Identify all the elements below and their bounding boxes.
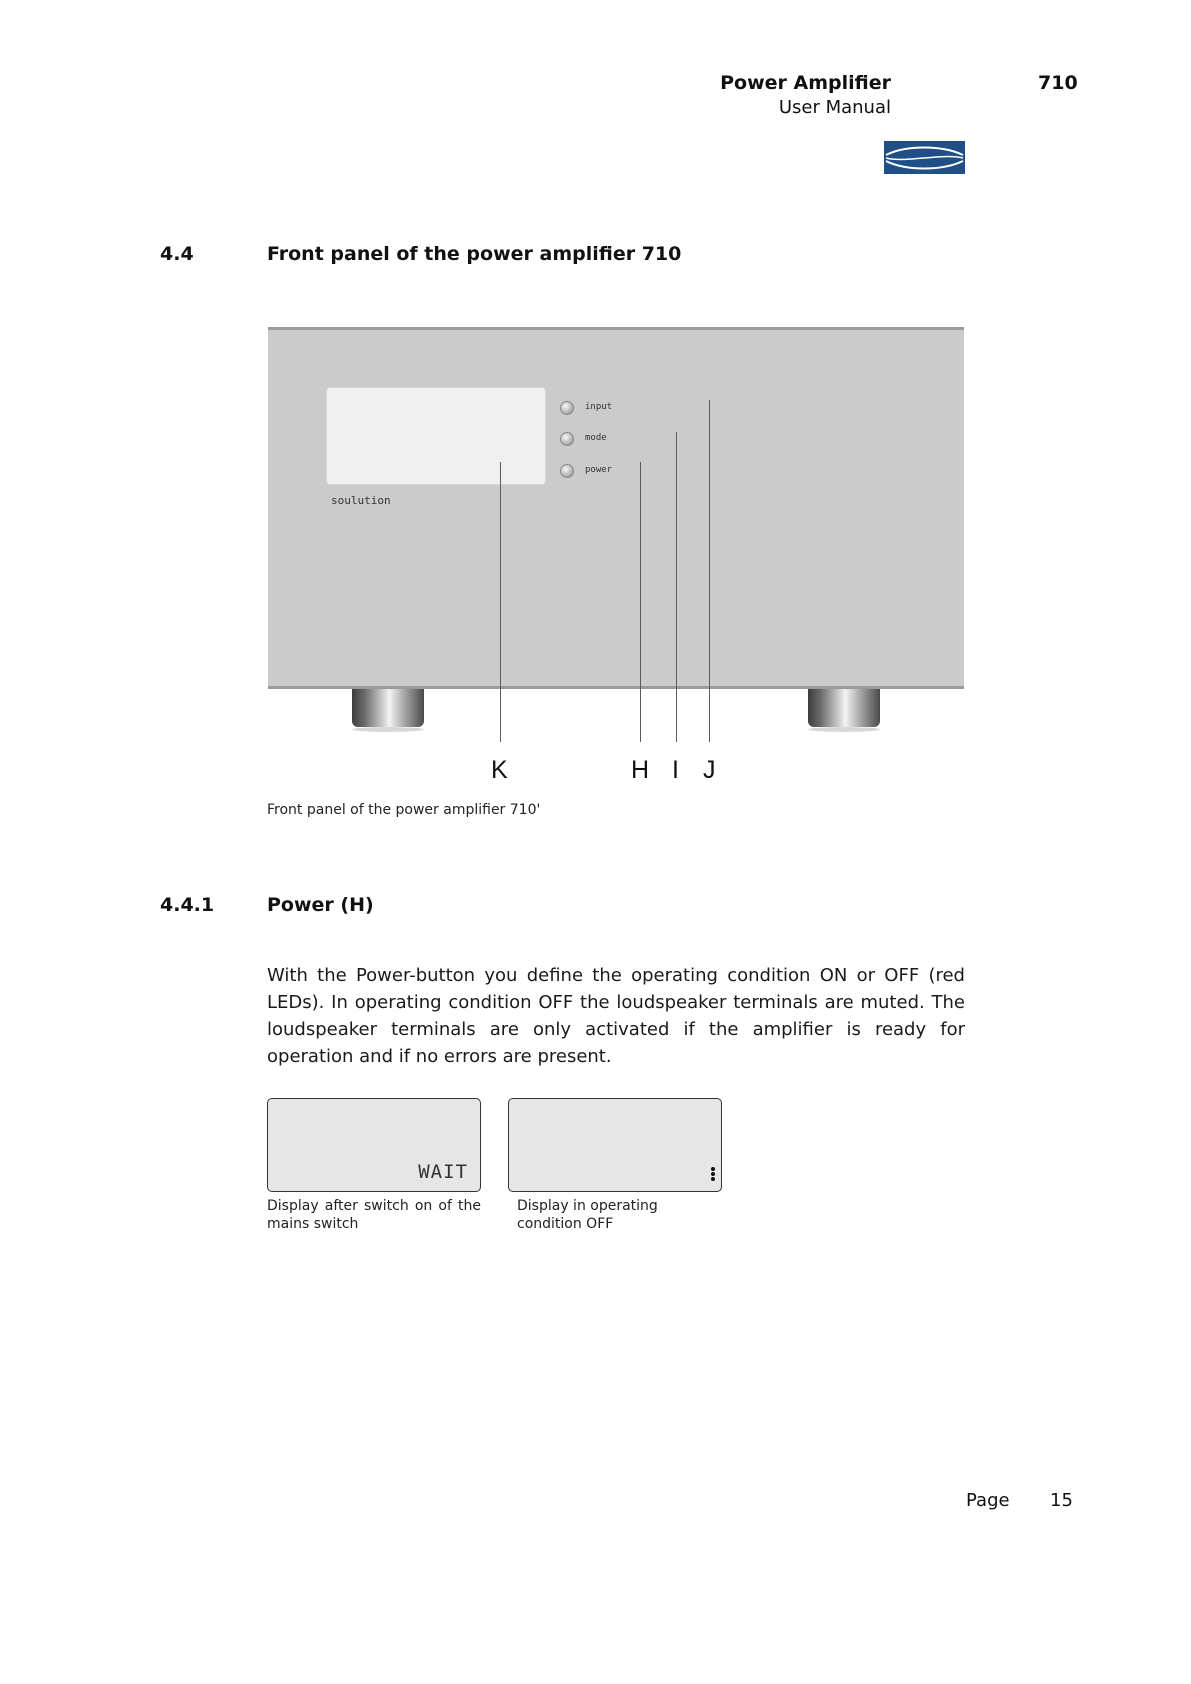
led-label-power: power (585, 465, 613, 475)
display-wait-text: WAIT (418, 1161, 468, 1183)
display-wait (267, 1098, 481, 1192)
soulution-wave-logo-icon (884, 141, 965, 174)
amplifier-foot-left (352, 689, 424, 732)
subsection-number: 4.4.1 (160, 894, 215, 916)
callout-label-j: J (703, 756, 716, 784)
display-off (508, 1098, 722, 1192)
header-subtitle: User Manual (778, 97, 891, 118)
input-led-icon (560, 401, 574, 415)
vertical-dots-icon (711, 1166, 716, 1181)
page-number: 15 (1050, 1490, 1073, 1511)
display-wait-caption: Display after switch on of the mains switch (267, 1198, 481, 1232)
callout-line-i (676, 432, 677, 742)
callout-line-h (640, 462, 641, 742)
subsection-title: Power (H) (267, 894, 374, 916)
section-title: Front panel of the power amplifier 710 (267, 243, 682, 265)
power-description-paragraph: With the Power-button you define the operating condition ON or OFF (red LEDs). In operating condition OFF the loudspeaker terminals are muted. The loudspeaker terminals are only activated if the amplifier is ready for operation and if no errors are present. (267, 965, 965, 1067)
power-led-icon (560, 464, 574, 478)
header-model-number: 710 (1038, 72, 1078, 94)
callout-label-k: K (491, 756, 508, 784)
panel-display (326, 387, 546, 485)
callout-label-i: I (672, 756, 679, 784)
led-label-input: input (585, 402, 613, 412)
panel-brand-label: soulution (331, 494, 391, 507)
mode-led-icon (560, 432, 574, 446)
led-label-mode: mode (585, 433, 607, 443)
front-panel-figure (268, 327, 964, 689)
display-off-caption: Display in operating condition OFF (517, 1198, 658, 1232)
callout-label-h: H (631, 756, 650, 784)
page-label: Page (966, 1490, 1010, 1511)
header-product-title: Power Amplifier (720, 72, 891, 94)
amplifier-foot-right (808, 689, 880, 732)
callout-line-k (500, 462, 501, 742)
section-number: 4.4 (160, 243, 194, 265)
figure-caption: Front panel of the power amplifier 710' (267, 802, 541, 818)
callout-line-j (709, 400, 710, 742)
